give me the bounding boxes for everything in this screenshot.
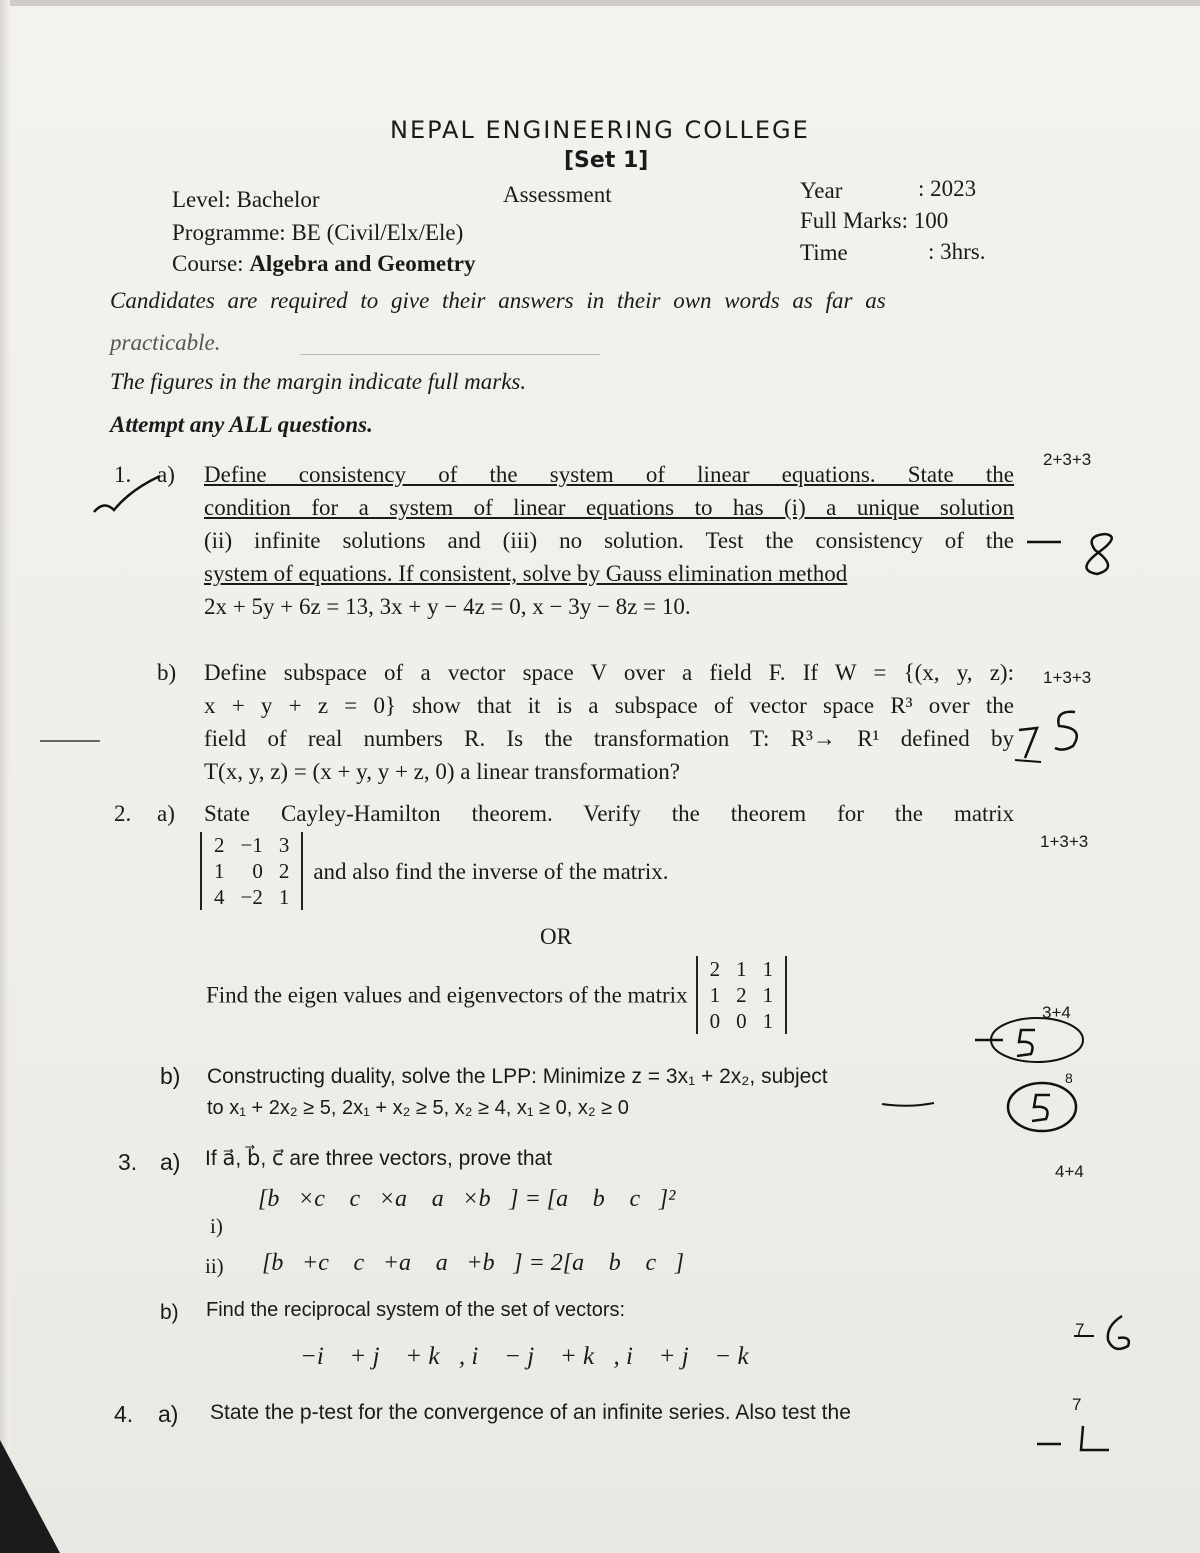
or-text: OR bbox=[540, 924, 572, 949]
matrix-cell: 4 bbox=[214, 885, 225, 909]
course-line bbox=[172, 251, 475, 277]
q3a-ii-label: ii) bbox=[205, 1254, 224, 1278]
q4a-marks: 7 bbox=[1072, 1395, 1082, 1414]
year-label: Year bbox=[800, 178, 843, 203]
q3a-marks: 4+4 bbox=[1055, 1162, 1084, 1181]
matrix-cell: 1 bbox=[762, 983, 774, 1007]
q3b-score bbox=[1080, 1325, 1082, 1326]
q2-alt-score bbox=[1030, 1030, 1031, 1031]
q1a-label: a) bbox=[157, 462, 175, 487]
q2-alt-row bbox=[206, 956, 787, 1034]
matrix-cell: 2 bbox=[278, 859, 290, 883]
q2a-line-1: State Cayley-Hamilton theorem. Verify the theorem for the matrix bbox=[204, 801, 1014, 826]
q1a-text bbox=[204, 458, 1014, 623]
q1b-line: x + y + z = 0} show that it is a subspace of vector space R³ over the bbox=[204, 693, 1014, 718]
instruction-line-1b: practicable. bbox=[110, 330, 221, 355]
q4a-score-ink bbox=[1035, 1420, 1115, 1460]
year-value: : 2023 bbox=[918, 176, 977, 201]
time-label: Time bbox=[800, 240, 848, 265]
programme-text: Programme: BE (Civil/Elx/Ele) bbox=[172, 220, 464, 245]
q2b-line-2: to x₁ + 2x₂ ≥ 5, 2x₁ + x₂ ≥ 5, x₂ ≥ 4, x₁ ≥ 0, x₂ ≥ 0 bbox=[207, 1097, 629, 1119]
q1a-marks: 2+3+3 bbox=[1043, 450, 1092, 469]
q1b-line: Define subspace of a vector space V over a field F. If W = {(x, y, z): bbox=[204, 660, 1014, 685]
matrix-cell: 0 bbox=[736, 1009, 747, 1033]
set-label: [Set 1] bbox=[564, 148, 649, 173]
q3-number: 3. bbox=[118, 1149, 138, 1175]
cayley-matrix bbox=[200, 832, 303, 910]
matrix-cell: 2 bbox=[214, 833, 225, 857]
q2-number: 2. bbox=[114, 801, 132, 826]
college-title: NEPAL ENGINEERING COLLEGE bbox=[390, 116, 810, 144]
ink-dash bbox=[880, 1098, 940, 1110]
q3b-marks: 7 bbox=[1075, 1320, 1085, 1339]
scan-edge bbox=[0, 0, 1200, 6]
scan-edge bbox=[0, 0, 10, 1553]
q2-alt-text: Find the eigen values and eigenvectors of the matrix bbox=[206, 982, 688, 1008]
matrix-cell: 0 bbox=[252, 859, 263, 883]
time-value: : 3hrs. bbox=[928, 239, 986, 264]
q3b-score-ink bbox=[1070, 1310, 1140, 1360]
scan-mark bbox=[300, 354, 600, 355]
eigen-matrix bbox=[696, 956, 788, 1034]
matrix-cell: 2 bbox=[736, 983, 747, 1007]
q2a-matrix-row bbox=[200, 832, 668, 910]
matrix-cell: 3 bbox=[278, 833, 290, 857]
instruction-line-3: Attempt any ALL questions. bbox=[110, 412, 373, 437]
q3a-i-label: i) bbox=[210, 1214, 223, 1238]
q1a-score-ink bbox=[1025, 530, 1135, 580]
q4-number: 4. bbox=[114, 1401, 134, 1427]
matrix-cell: 0 bbox=[709, 1009, 721, 1033]
q2a-label: a) bbox=[157, 801, 175, 826]
q1a-line: Define consistency of the system of linear equations. State the bbox=[204, 462, 1014, 487]
q2-alt-score-ink bbox=[975, 1010, 1090, 1070]
q1a-line: system of equations. If consistent, solve by Gauss elimination method bbox=[204, 561, 848, 586]
q1b-marks: 1+3+3 bbox=[1043, 668, 1092, 687]
q2b-score bbox=[1030, 1095, 1031, 1096]
q3b-expr: −i⃗ + j⃗ + k⃗, i⃗ − j⃗ + k⃗, i⃗ + j⃗ − k⃗ bbox=[300, 1343, 769, 1370]
q3b-label: b) bbox=[160, 1301, 179, 1324]
q3b-line: Find the reciprocal system of the set of vectors: bbox=[206, 1299, 626, 1321]
matrix-cell: 1 bbox=[762, 957, 774, 981]
q1b-line: field of real numbers R. Is the transformation T: R³→ R¹ defined by bbox=[204, 726, 1014, 751]
q1b-text bbox=[204, 656, 1014, 788]
matrix-cell: −1 bbox=[240, 833, 263, 857]
q2b-label: b) bbox=[160, 1063, 181, 1089]
q1b-line: T(x, y, z) = (x + y, y + z, 0) a linear transformation? bbox=[204, 759, 680, 784]
q3a-ii-expr: [b⃗+c⃗ c⃗+a⃗ a⃗+b⃗] = 2[a⃗ b⃗ c⃗] bbox=[262, 1250, 685, 1276]
q3a-line: If a⃗, b⃗, c⃗ are three vectors, prove that bbox=[205, 1147, 553, 1170]
course-label: Course: bbox=[172, 251, 244, 276]
q2b-score-ink bbox=[1000, 1075, 1090, 1135]
matrix-cell: 1 bbox=[736, 957, 747, 981]
matrix-cell: 1 bbox=[214, 859, 225, 883]
q1-number: 1. bbox=[114, 462, 132, 487]
q1a-score bbox=[1040, 530, 1041, 531]
q3a-i-expr: [b⃗×c⃗ c⃗×a⃗ a⃗×b⃗] = [a⃗ b⃗ c⃗]² bbox=[258, 1186, 676, 1212]
instruction-line-2: The figures in the margin indicate full marks. bbox=[110, 369, 527, 394]
scan-corner-shadow bbox=[0, 1440, 60, 1553]
check-mark-ink bbox=[90, 470, 170, 530]
q2b-line-1: Constructing duality, solve the LPP: Minimize z = 3x₁ + 2x₂, subject bbox=[207, 1065, 828, 1088]
q2-alt-marks: 3+4 bbox=[1042, 1003, 1071, 1022]
matrix-cell: −2 bbox=[240, 885, 263, 909]
matrix-cell: 1 bbox=[709, 983, 721, 1007]
q2a-marks: 1+3+3 bbox=[1040, 832, 1089, 851]
q4a-score bbox=[1040, 1430, 1041, 1431]
q1a-line: condition for a system of linear equations to has (i) a unique solution bbox=[204, 495, 1014, 520]
matrix-cell: 2 bbox=[709, 957, 721, 981]
q1b-label: b) bbox=[157, 660, 177, 685]
q1b-score bbox=[1020, 720, 1022, 721]
level-text: Level: Bachelor bbox=[172, 187, 320, 212]
matrix-cell: 1 bbox=[278, 885, 290, 909]
q1a-equations: 2x + 5y + 6z = 13, 3x + y − 4z = 0, x − 3y − 8z = 10. bbox=[204, 594, 691, 619]
q2a-line-2: and also find the inverse of the matrix. bbox=[313, 858, 669, 884]
course-name: Algebra and Geometry bbox=[249, 251, 476, 276]
q1b-score-ink bbox=[1015, 700, 1105, 770]
scan-mark bbox=[40, 740, 100, 742]
instruction-line-1: Candidates are required to give their answers in their own words as far as bbox=[110, 288, 886, 313]
full-marks: Full Marks: 100 bbox=[800, 208, 949, 233]
matrix-cell: 1 bbox=[762, 1009, 774, 1033]
assessment-text: Assessment bbox=[503, 182, 612, 207]
q4a-line: State the p-test for the convergence of an infinite series. Also test the bbox=[210, 1401, 851, 1424]
q1a-line: (ii) infinite solutions and (iii) no solution. Test the consistency of the bbox=[204, 528, 1014, 553]
q4a-label: a) bbox=[158, 1401, 179, 1427]
q2b-marks: 8 bbox=[1065, 1070, 1073, 1086]
q3a-label: a) bbox=[160, 1149, 181, 1175]
